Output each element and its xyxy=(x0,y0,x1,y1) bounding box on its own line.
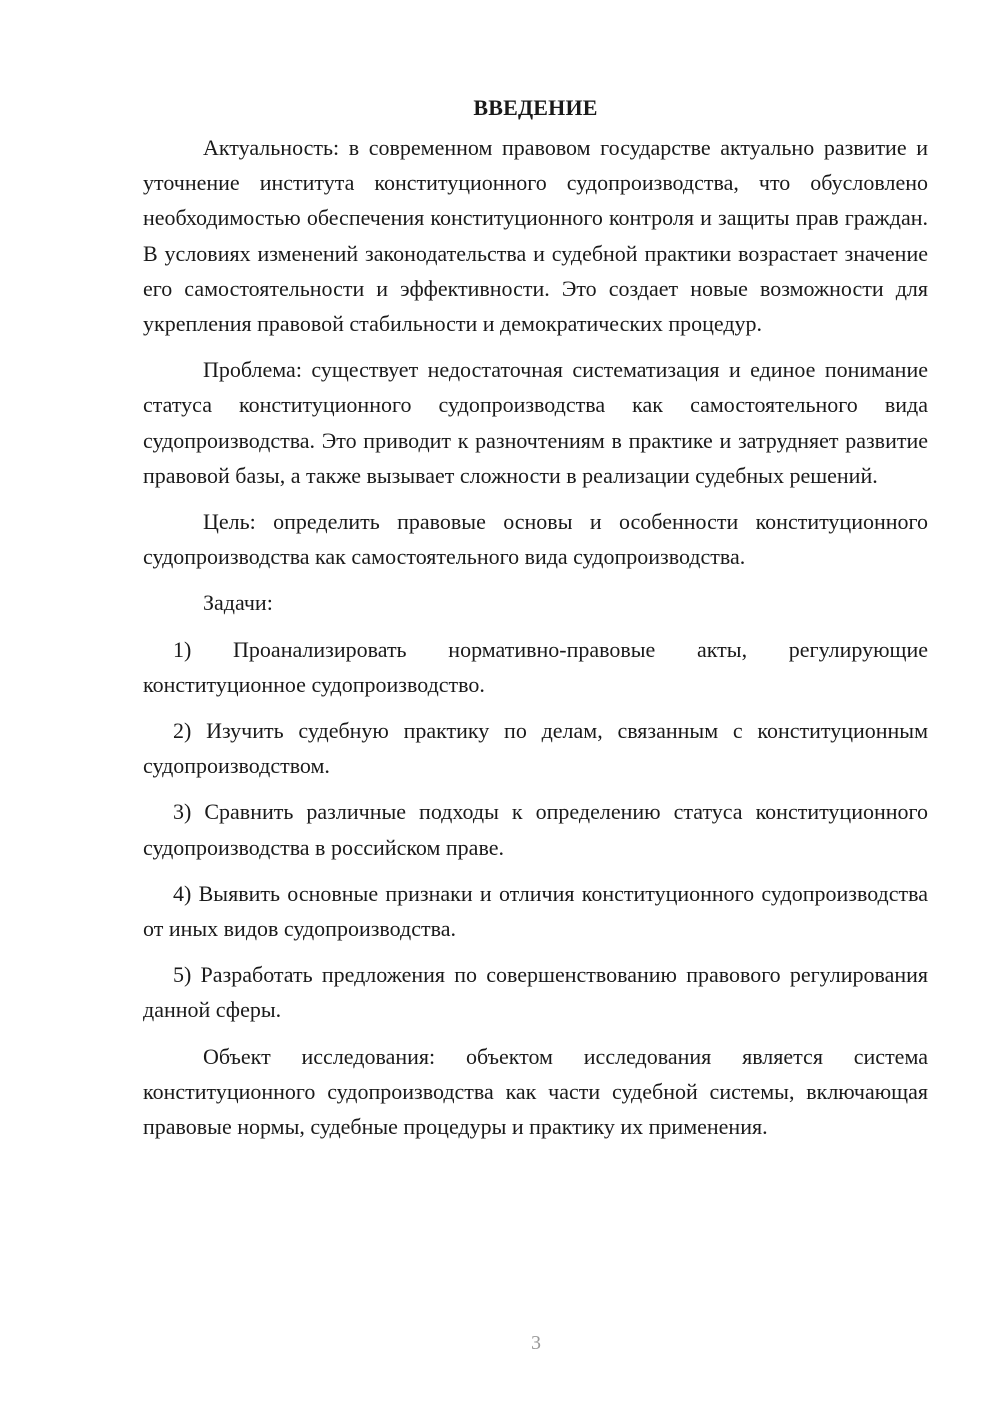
tasks-list xyxy=(143,632,928,1028)
page-number: 3 xyxy=(531,1332,541,1354)
task-item-2: 2) Изучить судебную практику по делам, связанным с конституционным судопроизводством. xyxy=(143,718,928,779)
task-item-3: 3) Сравнить различные подходы к определению статуса конституционного судопроизводства в российском праве. xyxy=(143,799,928,860)
task-item-1: 1) Проанализировать нормативно-правовые акты, регулирующие конституционное судопроизводство. xyxy=(143,636,928,697)
document-body xyxy=(143,90,928,1144)
goal-paragraph: Цель: определить правовые основы и особенности конституционного судопроизводства как самостоятельного вида судопроизводства. xyxy=(143,509,928,570)
problem-paragraph: Проблема: существует недостаточная систематизация и единое понимание статуса конституционного судопроизводства как самостоятельного вида судопроизводства. Это приводит к разночтениям в практике и затрудняет развитие правовой базы, а также вызывает сложности в реализации судебных решений. xyxy=(143,357,928,488)
relevance-paragraph: Актуальность: в современном правовом государстве актуально развитие и уточнение института конституционного судопроизводства, что обусловлено необходимостью обеспечения конституционного контроля и защиты прав граждан. В условиях изменений законодательства и судебной практики возрастает значение его самостоятельности и эффективности. Это создает новые возможности для укрепления правовой стабильности и демократических процедур. xyxy=(143,135,928,337)
tasks-heading: Задачи: xyxy=(203,590,273,616)
task-item-5: 5) Разработать предложения по совершенствованию правового регулирования данной сферы. xyxy=(143,962,928,1023)
section-title: ВВЕДЕНИЕ xyxy=(473,95,598,120)
object-paragraph: Объект исследования: объектом исследования является система конституционного судопроизводства как части судебной системы, включающая правовые нормы, судебные процедуры и практику их применения. xyxy=(143,1043,928,1140)
task-item-4: 4) Выявить основные признаки и отличия конституционного судопроизводства от иных видов судопроизводства. xyxy=(143,880,928,942)
